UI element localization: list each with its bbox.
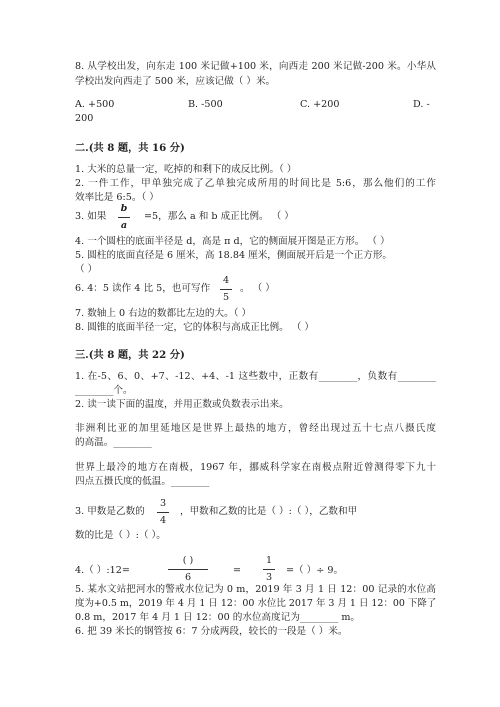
option-b: B. -500 (188, 99, 223, 110)
s2-q3-fraction (118, 203, 130, 232)
fraction-bar (263, 569, 275, 570)
section-2-heading: 二.(共 8 题，共 16 分) (75, 142, 185, 154)
s3-q2: 2. 读一读下面的温度，并用正数或负数表示出来。 (75, 399, 289, 410)
fraction-numerator: 3 (159, 498, 167, 509)
fraction-denominator: 3 (265, 572, 273, 583)
s3-q6: 6. 把 39 米长的钢管按 6：7 分成两段，较长的一段是（ ）米。 (75, 626, 348, 637)
s2-q5-line-2: （ ） (75, 264, 98, 275)
fraction-bar (168, 569, 208, 570)
fraction-numerator: b (120, 203, 128, 214)
s2-q7: 7. 数轴上 0 右边的数都比左边的大。（ ） (75, 308, 252, 319)
s3-q3-prefix: 3. 甲数是乙数的 (75, 506, 145, 517)
s3-q4-suffix: =（ ）÷ 9。 (286, 565, 344, 576)
fraction-denominator: 5 (222, 292, 230, 303)
s2-q3-prefix: 3. 如果 (75, 211, 107, 222)
fraction-denominator: a (120, 220, 128, 231)
q8-line-1: 8. 从学校出发，向东走 100 米记做+100 米，向西走 200 米记做-200 米。小华从 (75, 61, 436, 72)
s2-q6-prefix: 6. 4：5 读作 4 比 5，也可写作 (75, 283, 211, 294)
s3-q1-line-1: 1. 在-5、6、0、+7、-12、+4、-1 这些数中，正数有________，负数有________ (75, 371, 436, 382)
s3-q4-equals: = (233, 565, 242, 576)
s3-q5-line-1: 5. 某水文站把河水的警戒水位记为 0 m，2019 年 3 月 1 日 12：00 记录的水位高 (75, 584, 436, 595)
fraction-numerator: 4 (222, 275, 230, 286)
s3-q3-suffix: ，甲数和乙数的比是（ ）:（ ），乙数和甲 (180, 506, 358, 517)
fraction-bar (118, 217, 130, 218)
s3-q4-prefix: 4.（ ）:12= (75, 565, 130, 576)
s3-q1-line-2: ________个。 (75, 385, 133, 396)
s2-q6-suffix: 。 （ ） (240, 283, 275, 294)
fraction-denominator: 6 (184, 572, 192, 583)
s3-q3-fraction (157, 498, 169, 527)
s3-para1-line-1: 非洲利比亚的加里延地区是世界上最热的地方，曾经出现过五十七点八摄氏度 (75, 423, 436, 434)
section-3-heading: 三.(共 8 题，共 22 分) (75, 349, 185, 361)
s2-q4: 4. 一个圆柱的底面半径是 d，高是 π d，它的侧面展开图是正方形。 （ ） (75, 236, 390, 247)
s3-q3-line-2: 数的比是（ ）:（ ）。 (75, 530, 166, 541)
s3-q4-fraction-2 (263, 555, 275, 584)
option-c: C. +200 (300, 99, 340, 110)
s2-q1: 1. 大米的总量一定，吃掉的和剩下的成反比例。（ ） (75, 164, 297, 175)
s2-q2-line-1: 2. 一件工作，甲单独完成了乙单独完成所用的时间比是 5:6，那么他们的工作 (75, 178, 436, 189)
s2-q8: 8. 圆锥的底面半径一定，它的体积与高成正比例。 （ ） (75, 322, 314, 333)
s3-q4-fraction-1 (168, 555, 208, 584)
q8-line-2: 学校出发向西走了 500 米，应该记做（ ）米。 (75, 76, 276, 87)
option-d: D. - (413, 99, 430, 110)
fraction-bar (157, 512, 169, 513)
s3-q5-line-2: 度为+0.5 m，2019 年 4 月 1 日 12：00 水位比 2017 年 3 月 1 日 12：00 下降了 (75, 598, 437, 609)
s3-para1-line-2: 的高温。________ (75, 437, 152, 448)
s2-q3-suffix: =5，那么 a 和 b 成正比例。 （ ） (144, 211, 294, 222)
fraction-numerator: 1 (265, 555, 273, 566)
option-a: A. +500 (75, 99, 115, 110)
s3-para2-line-2: 四点五摄氏度的低温。________ (75, 476, 210, 487)
s2-q5-line-1: 5. 圆柱的底面直径是 6 厘米，高 18.84 厘米，侧面展开后是一个正方形。 (75, 250, 393, 261)
option-d-wrap: 200 (75, 113, 94, 124)
fraction-bar (220, 289, 232, 290)
fraction-numerator: ( ) (182, 555, 194, 566)
s3-para2-line-1: 世界上最冷的地方在南极，1967 年，挪威科学家在南极点附近曾测得零下九十 (75, 462, 436, 473)
s2-q2-line-2: 效率比是 6:5。（ ） (75, 192, 159, 203)
s3-q5-line-3: 0.8 m，2017 年 4 月 1 日 12：00 的水位高度记为________ m。 (75, 612, 361, 623)
s2-q6-fraction (220, 275, 232, 304)
fraction-denominator: 4 (159, 515, 167, 526)
